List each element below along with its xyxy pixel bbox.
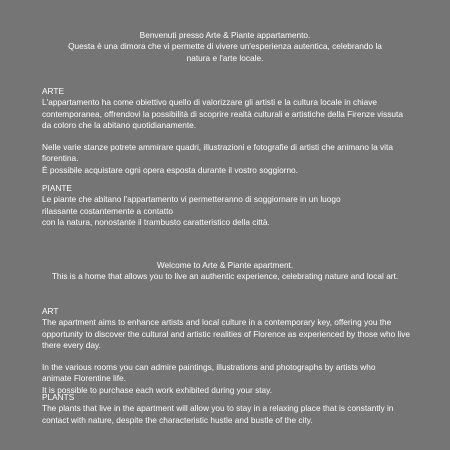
section-art (42, 306, 412, 396)
section-piante-paragraph-2: con la natura, nonostante il trambusto caratteristico della città. (42, 216, 270, 227)
section-arte-title: ARTE (42, 86, 64, 96)
section-plants-title: PLANTS (42, 392, 75, 402)
section-art-paragraph-1: The apartment aims to enhance artists and local culture in a contemporary key, offering you the opportunity to discover the cultural and artistic realities of Florence as experienced by those who live there every day. (42, 317, 411, 350)
section-arte-paragraph-3: È possibile acquistare ogni opera esposta durante il vostro soggiorno. (42, 164, 298, 175)
section-piante (42, 183, 412, 228)
section-piante-title: PIANTE (42, 183, 72, 193)
section-arte-paragraph-1: L'appartamento ha come obiettivo quello di valorizzare gli artisti e la cultura locale in chiave contemporanea, offrendovi la possibilità di scoprire realtà culturali e artistiche della Firenze vissuta da coloro che la abitano quotidianamente. (42, 97, 403, 130)
italian-intro-text: Benvenuti presso Arte & Piante appartamento. Questa è una dimora che vi permette di vivere un'esperienza autentica, celebrando la natura e l'arte locale. (68, 30, 382, 63)
italian-intro (60, 30, 390, 64)
section-art-title: ART (42, 306, 59, 316)
section-arte (42, 86, 412, 176)
english-intro-text: Welcome to Arte & Piante apartment. This is a home that allows you to live an authentic experience, celebrating nature and local art. (51, 260, 399, 282)
section-plants (42, 392, 412, 426)
section-art-paragraph-3: It is possible to purchase each work exhibited during your stay. (42, 384, 272, 395)
section-arte-paragraph-2: Nelle varie stanze potrete ammirare quadri, illustrazioni e fotografie di artisti che animano la vita fiorentina. (42, 142, 393, 164)
section-piante-paragraph-1: Le piante che abitano l'appartamento vi permetteranno di soggiornare in un luogo rilassante costantemente a contatto (42, 194, 341, 216)
english-intro (40, 260, 410, 283)
section-plants-paragraph-1: The plants that live in the apartment will allow you to stay in a relaxing place that is constantly in contact with nature, despite the characteristic hustle and bustle of the city. (42, 403, 394, 425)
section-art-paragraph-2: In the various rooms you can admire paintings, illustrations and photographs by artists who animate Florentine life. (42, 362, 376, 384)
